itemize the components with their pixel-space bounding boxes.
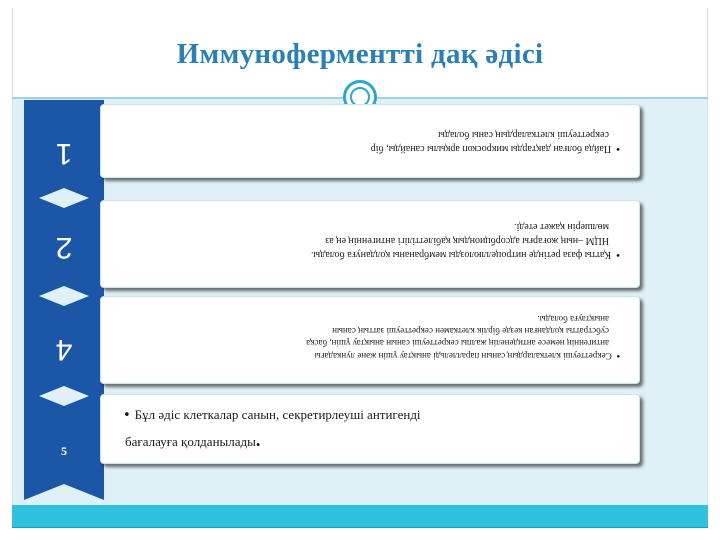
step-4-box	[100, 296, 640, 384]
step-4-line-1: •Секреттеуші клеткалардың санын параллельді анықтау үшін және лункадағы	[314, 350, 621, 361]
step-5-box	[100, 394, 640, 464]
step-2-text	[121, 219, 621, 261]
bottom-line	[12, 527, 708, 528]
step-5-number: 5	[61, 444, 67, 458]
step-1-number: 1	[55, 137, 73, 170]
step-5-line-2: бағалауға қолданылады.	[125, 430, 261, 450]
bottom-strip	[12, 505, 708, 527]
step-1-line-1: •Пайда болған дақтарды микроскоп арқылы санайды, бір	[370, 143, 621, 154]
step-1-text	[121, 127, 621, 155]
step-4-line-4: анықтауға болады.	[537, 314, 609, 324]
slide-title: Иммуноферментті дақ әдісі	[176, 38, 544, 70]
step-2-line-2: НЦМ –ның жоғарғы адсорбциондық қабілеттілігі антигеннің ең аз	[325, 235, 609, 246]
step-5-line-1: • Бұл әдіс клеткалар санын, секретирлеуші антигенді	[123, 407, 421, 423]
bullet-dot-icon: •	[123, 408, 131, 423]
bullet-dot-icon: .	[255, 430, 261, 450]
step-2-box	[100, 200, 640, 288]
bullet-dot-icon: •	[615, 249, 621, 260]
bullet-dot-icon: •	[615, 143, 621, 154]
step-2-line-1: •Қатты фаза ретінде нитроцеллюлозды мембрананы қолдануға болады.	[310, 249, 621, 260]
step-2-number: 2	[55, 231, 73, 264]
step-4-text	[121, 313, 621, 362]
step-4-line-2: антигеннің немесе антиденелің жалпы секреттеуші санын анықтау үшін, басқа	[306, 338, 609, 348]
step-4-line-3: субстратты қолданған кезде бірлік клеткамен секреттеуші заттың санын	[332, 326, 609, 336]
step-5-text	[123, 403, 621, 454]
step-1-box	[100, 104, 640, 178]
step-1-line-2: секреттеуші клеткалардың саны болады	[438, 129, 609, 140]
step-2-line-3: мөлшерін қажет етеді.	[514, 221, 609, 232]
bullet-dot-icon: •	[615, 350, 621, 360]
step-4-number: 4	[55, 333, 73, 366]
